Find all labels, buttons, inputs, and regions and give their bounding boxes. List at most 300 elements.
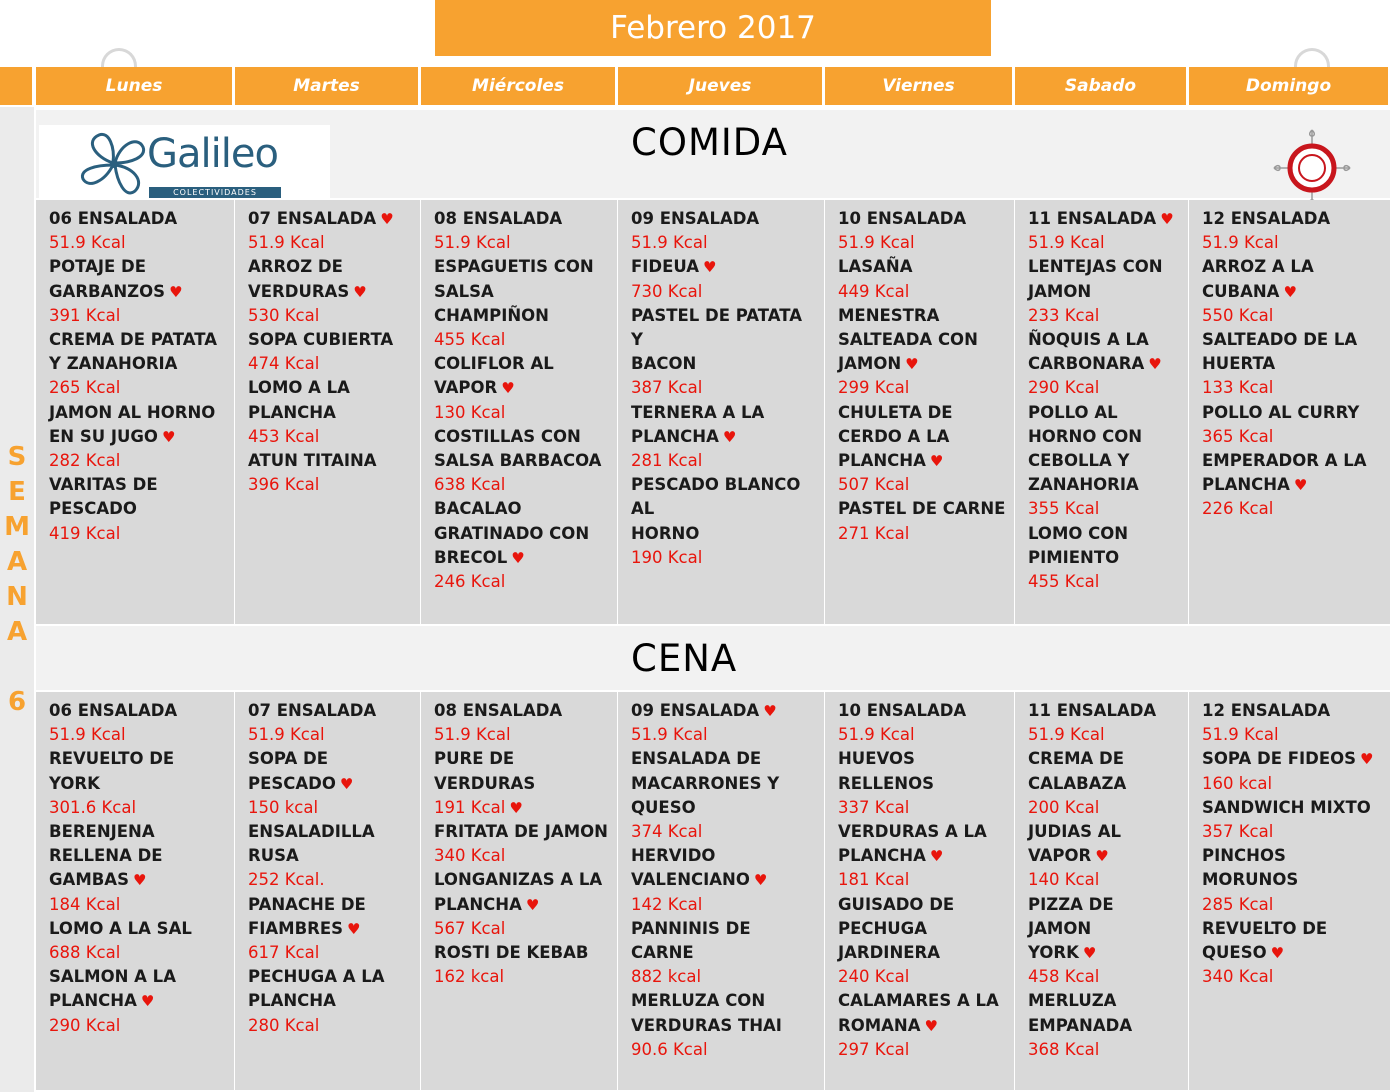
kcal-value	[248, 1014, 414, 1038]
dish-name	[1202, 255, 1384, 303]
kcal-label: 550 Kcal	[1202, 305, 1274, 325]
kcal-value	[838, 1038, 1008, 1062]
section-title-dinner: CENA	[631, 637, 738, 680]
kcal-label: 458 Kcal	[1028, 967, 1100, 987]
dish-label: POLLO AL CURRY	[1202, 402, 1360, 422]
heart-icon: ♥	[380, 210, 394, 228]
dish-label: 08 ENSALADA	[434, 701, 563, 720]
dish-name	[248, 376, 414, 424]
dish-name	[1202, 917, 1384, 965]
kcal-value	[838, 376, 1008, 400]
kcal-value	[631, 449, 818, 473]
dish-label: 06 ENSALADA	[49, 701, 178, 720]
dish-label: POLLO AL HORNO CON CEBOLLA Y ZANAHORIA	[1028, 402, 1143, 495]
dish-name	[1202, 747, 1384, 771]
kcal-value	[434, 917, 611, 941]
kcal-label: 280 Kcal	[248, 1015, 320, 1035]
kcal-label: 281 Kcal	[631, 451, 703, 471]
dish-label: VERDURAS A LA PLANCHA	[838, 822, 987, 866]
dinner-menu-cell	[1015, 692, 1188, 1090]
kcal-label: 365 Kcal	[1202, 426, 1274, 446]
dish-name	[1028, 255, 1182, 303]
dish-name	[838, 747, 1008, 795]
heart-icon: ♥	[525, 895, 540, 914]
dish-name	[631, 401, 818, 449]
kcal-label: 290 Kcal	[49, 1015, 121, 1035]
lunch-menu-cell	[1189, 200, 1390, 624]
kcal-label: 474 Kcal	[248, 354, 320, 374]
kcal-label: 181 Kcal	[838, 870, 910, 890]
dish-label: ÑOQUIS A LA CARBONARA	[1028, 330, 1149, 374]
dish-name	[838, 304, 1008, 377]
dish-label: PESCADO BLANCO AL HORNO	[631, 475, 801, 543]
heart-icon: ♥	[1270, 944, 1285, 963]
dish-name	[434, 747, 611, 795]
dish-name	[838, 820, 1008, 868]
galileo-tagline: COLECTIVIDADES	[149, 187, 281, 198]
kcal-label: 396 Kcal	[248, 475, 320, 495]
dish-label: REVUELTO DE QUESO	[1202, 918, 1328, 963]
kcal-value	[434, 570, 611, 594]
kcal-label: 265 Kcal	[49, 378, 121, 398]
dish-name	[1028, 401, 1182, 498]
dish-label: COLIFLOR AL VAPOR	[434, 354, 554, 398]
dinner-menu-cell	[235, 692, 420, 1090]
dish-name	[434, 497, 611, 570]
dish-label: LASAÑA	[838, 257, 913, 277]
kcal-value	[631, 376, 818, 400]
dish-name	[1202, 401, 1384, 425]
kcal-value	[1028, 1038, 1182, 1062]
heart-icon: ♥	[501, 379, 515, 398]
dish-name	[838, 401, 1008, 474]
kcal-label: 391 Kcal	[49, 305, 121, 325]
kcal-value	[1202, 376, 1384, 400]
dish-name	[49, 820, 228, 893]
dish-name	[248, 747, 414, 795]
dish-name	[49, 917, 228, 941]
dish-name	[838, 989, 1008, 1037]
kcal-label: 162 kcal	[434, 967, 505, 987]
kcal-label: 51.9 Kcal	[434, 725, 511, 745]
kcal-label: 51.9 Kcal	[1028, 725, 1105, 745]
kcal-value	[631, 231, 818, 255]
dish-name	[838, 207, 1008, 231]
heart-icon: ♥	[905, 355, 919, 374]
dish-label: SALTEADO DE LA HUERTA	[1202, 330, 1358, 374]
dish-label: SALMON A LA PLANCHA	[49, 967, 176, 1011]
dish-name	[49, 965, 228, 1013]
dish-label: FRITATA DE JAMON	[434, 822, 608, 842]
kcal-label: 271 Kcal	[838, 523, 910, 543]
kcal-label: 226 Kcal	[1202, 499, 1274, 519]
dish-label: 11 ENSALADA	[1028, 209, 1157, 228]
heart-icon: ♥	[929, 452, 944, 471]
kcal-label: 51.9 Kcal	[1202, 725, 1279, 745]
kcal-value	[631, 1038, 818, 1062]
kcal-label: 285 Kcal	[1202, 894, 1274, 914]
kcal-value	[1028, 304, 1182, 328]
dish-label: PIZZA DE JAMON YORK	[1028, 894, 1114, 963]
dish-name	[631, 917, 818, 965]
flower-icon	[75, 127, 155, 205]
dish-label: LONGANIZAS A LA PLANCHA	[434, 870, 603, 914]
dish-label: CREMA DE PATATA Y ZANAHORIA	[49, 330, 218, 374]
dish-name	[248, 449, 414, 473]
kcal-value	[49, 231, 228, 255]
heart-icon: ♥	[929, 847, 944, 866]
dish-name	[1028, 893, 1182, 966]
dish-label: MERLUZA EMPANADA	[1028, 991, 1133, 1035]
dish-name	[838, 699, 1008, 723]
dish-name	[434, 820, 611, 844]
kcal-label: 252 Kcal.	[248, 870, 325, 890]
kcal-value	[248, 941, 414, 965]
dish-name	[1028, 207, 1182, 231]
kcal-label: 419 Kcal	[49, 523, 121, 543]
dish-name	[631, 473, 818, 546]
kcal-label: 617 Kcal	[248, 943, 320, 963]
kcal-label: 340 Kcal	[434, 846, 506, 866]
kcal-value	[1202, 820, 1384, 844]
kcal-label: 51.9 Kcal	[838, 725, 915, 745]
kcal-label: 455 Kcal	[1028, 572, 1100, 592]
kcal-value	[838, 280, 1008, 304]
kcal-label: 357 Kcal	[1202, 822, 1274, 842]
dish-label: ENSALADA DE MACARRONES Y QUESO	[631, 749, 780, 817]
kcal-value	[631, 723, 818, 747]
dish-label: BERENJENA RELLENA DE GAMBAS	[49, 822, 163, 890]
kcal-label: 449 Kcal	[838, 281, 910, 301]
heart-icon: ♥	[132, 871, 147, 890]
dish-label: PANACHE DE FIAMBRES	[248, 894, 366, 938]
kcal-value	[248, 352, 414, 376]
dish-name	[1202, 328, 1384, 376]
day-header-domingo: Domingo	[1189, 67, 1390, 105]
dish-label: LOMO A LA PLANCHA	[248, 378, 350, 422]
kcal-value	[248, 796, 414, 820]
kcal-label: 130 Kcal	[434, 402, 506, 422]
dish-name	[631, 989, 818, 1037]
dish-label: 10 ENSALADA	[838, 701, 967, 720]
day-header-viernes: Viernes	[825, 67, 1014, 105]
kcal-value	[631, 893, 818, 917]
heart-icon: ♥	[1283, 282, 1297, 301]
kcal-value	[838, 522, 1008, 546]
kcal-value	[631, 280, 818, 304]
dish-name	[248, 328, 414, 352]
dish-name	[1028, 522, 1182, 570]
kcal-value	[1202, 304, 1384, 328]
kcal-label: 337 Kcal	[838, 797, 910, 817]
kcal-label: 355 Kcal	[1028, 499, 1100, 519]
kcal-label: 160 kcal	[1202, 773, 1273, 793]
page-title: Febrero 2017	[435, 0, 991, 56]
heart-icon: ♥	[353, 282, 367, 301]
dish-label: LOMO A LA SAL	[49, 918, 192, 938]
heart-icon: ♥	[169, 282, 183, 301]
kcal-label: 297 Kcal	[838, 1039, 910, 1059]
dish-label: ESPAGUETIS CON SALSA CHAMPIÑON	[434, 257, 594, 325]
dish-label: HUEVOS RELLENOS	[838, 749, 934, 793]
dish-label: ROSTI DE KEBAB	[434, 943, 589, 963]
kcal-value	[1202, 965, 1384, 989]
kcal-value	[1202, 772, 1384, 796]
kcal-label: 51.9 Kcal	[49, 233, 126, 253]
kcal-value	[1202, 231, 1384, 255]
dish-name	[1202, 207, 1384, 231]
heart-icon: ♥	[1148, 355, 1162, 374]
dish-name	[248, 820, 414, 868]
kcal-value	[434, 965, 611, 989]
header-corner	[0, 67, 34, 105]
kcal-value	[248, 723, 414, 747]
dish-label: 09 ENSALADA	[631, 209, 760, 228]
kcal-value	[838, 965, 1008, 989]
dish-label: JUDIAS AL VAPOR	[1028, 822, 1122, 866]
dish-label: CREMA DE CALABAZA	[1028, 749, 1127, 793]
dish-label: SOPA DE FIDEOS	[1202, 749, 1357, 769]
kcal-value	[248, 473, 414, 497]
kcal-value	[248, 231, 414, 255]
heart-icon: ♥	[1293, 476, 1308, 495]
heart-icon: ♥	[140, 992, 155, 1011]
kcal-label: 150 kcal	[248, 797, 319, 817]
day-header-martes: Martes	[235, 67, 420, 105]
heart-icon: ♥	[1095, 847, 1109, 866]
lunch-menu-cell	[825, 200, 1014, 624]
dinner-menu-cell	[825, 692, 1014, 1090]
dish-name	[248, 965, 414, 1013]
kcal-value	[1028, 497, 1182, 521]
kcal-value	[49, 304, 228, 328]
kcal-label: 638 Kcal	[434, 475, 506, 495]
kcal-label: 51.9 Kcal	[248, 233, 325, 253]
kcal-value	[49, 1014, 228, 1038]
dish-name	[1028, 328, 1182, 376]
week-label	[0, 440, 34, 720]
kcal-label: 374 Kcal	[631, 822, 703, 842]
kcal-value	[248, 304, 414, 328]
dish-label: 10 ENSALADA	[838, 209, 967, 228]
dish-name	[1028, 699, 1182, 723]
kcal-value	[248, 425, 414, 449]
kcal-label: 51.9 Kcal	[434, 233, 511, 253]
dish-label: ENSALADILLA RUSA	[248, 822, 375, 866]
dish-label: MENESTRA SALTEADA CON JAMON	[838, 305, 978, 374]
day-header-miercoles: Miércoles	[421, 67, 617, 105]
kcal-label: 51.9 Kcal	[838, 233, 915, 253]
dish-label: 07 ENSALADA	[248, 701, 377, 720]
dish-label: SOPA CUBIERTA	[248, 330, 394, 350]
dish-name	[1202, 844, 1384, 892]
dinner-menu-cell	[421, 692, 617, 1090]
dish-label: HERVIDO VALENCIANO	[631, 846, 750, 890]
kcal-value	[49, 893, 228, 917]
kcal-label: 246 Kcal	[434, 572, 506, 592]
dish-label: GUISADO DE PECHUGA JARDINERA	[838, 894, 955, 963]
dish-label: 07 ENSALADA	[248, 209, 377, 228]
kcal-label: 190 Kcal	[631, 547, 703, 567]
kcal-label: 233 Kcal	[1028, 305, 1100, 325]
kcal-label: 453 Kcal	[248, 426, 320, 446]
kcal-label: 882 kcal	[631, 967, 702, 987]
galileo-wordmark: Galileo	[147, 131, 278, 177]
kcal-value	[838, 723, 1008, 747]
dish-name	[49, 207, 228, 231]
dish-label: ATUN TITAINA	[248, 451, 377, 471]
heart-icon: ♥	[722, 427, 737, 446]
kcal-value	[49, 376, 228, 400]
dish-label: TERNERA A LA PLANCHA	[631, 402, 765, 446]
kcal-value	[49, 796, 228, 820]
dish-name	[248, 255, 414, 303]
dish-label: MERLUZA CON VERDURAS THAI	[631, 991, 782, 1035]
kcal-value	[434, 796, 611, 820]
kcal-label: 507 Kcal	[838, 475, 910, 495]
kcal-value	[838, 868, 1008, 892]
kcal-value	[1028, 570, 1182, 594]
kcal-value	[434, 328, 611, 352]
kcal-label: 340 Kcal	[1202, 967, 1274, 987]
kcal-value	[838, 473, 1008, 497]
kcal-label: 90.6 Kcal	[631, 1039, 708, 1059]
kcal-value	[434, 231, 611, 255]
kcal-label: 567 Kcal	[434, 918, 506, 938]
kcal-label: 51.9 Kcal	[631, 233, 708, 253]
heart-icon: ♥	[703, 258, 717, 277]
kcal-value	[434, 844, 611, 868]
dish-name	[631, 304, 818, 377]
dish-label: LOMO CON PIMIENTO	[1028, 523, 1129, 567]
week-label-char: A	[6, 617, 28, 647]
kcal-label: 530 Kcal	[248, 305, 320, 325]
kcal-label: 299 Kcal	[838, 378, 910, 398]
dish-name	[49, 747, 228, 795]
kcal-value	[248, 868, 414, 892]
dish-name	[631, 747, 818, 820]
kcal-label: 368 Kcal	[1028, 1039, 1100, 1059]
week-label-char: 6	[7, 687, 27, 717]
lunch-menu-cell	[618, 200, 824, 624]
kcal-value	[49, 449, 228, 473]
dish-name	[631, 207, 818, 231]
week-label-char: S	[7, 442, 27, 472]
dish-label: 12 ENSALADA	[1202, 701, 1331, 720]
heart-icon: ♥	[763, 702, 777, 720]
dish-label: ARROZ A LA CUBANA	[1202, 257, 1314, 301]
seal-emblem-icon	[1262, 128, 1362, 208]
kcal-value	[1028, 723, 1182, 747]
dish-name	[248, 893, 414, 941]
kcal-value	[1028, 796, 1182, 820]
kcal-value	[631, 546, 818, 570]
dish-name	[49, 401, 228, 449]
dish-name	[838, 255, 1008, 279]
kcal-value	[1028, 868, 1182, 892]
kcal-value	[1028, 376, 1182, 400]
dish-label: 12 ENSALADA	[1202, 209, 1331, 228]
heart-icon: ♥	[1082, 944, 1097, 963]
dish-label: JAMON AL HORNO EN SU JUGO	[49, 402, 216, 446]
kcal-value	[631, 965, 818, 989]
kcal-label: 51.9 Kcal	[1202, 233, 1279, 253]
kcal-value	[838, 231, 1008, 255]
dish-label: CALAMARES A LA ROMANA	[838, 991, 999, 1035]
dish-name	[1202, 699, 1384, 723]
kcal-label: 142 Kcal	[631, 894, 703, 914]
dish-label: SOPA DE PESCADO	[248, 749, 336, 793]
dish-label: PURE DE VERDURAS	[434, 749, 536, 793]
lunch-menu-cell	[235, 200, 420, 624]
dish-label: PASTEL DE PATATA Y BACON	[631, 305, 803, 374]
dish-label: POTAJE DE GARBANZOS	[49, 257, 166, 301]
kcal-label: 51.9 Kcal	[1028, 233, 1105, 253]
heart-icon: ♥	[509, 798, 523, 817]
dinner-menu-cell	[1189, 692, 1390, 1090]
dinner-menu-cell	[618, 692, 824, 1090]
dish-label: BACALAO GRATINADO CON BRECOL	[434, 499, 590, 567]
heart-icon: ♥	[339, 774, 354, 793]
dish-label: 09 ENSALADA	[631, 701, 760, 720]
section-title-lunch: COMIDA	[631, 121, 788, 164]
dish-label: VARITAS DE PESCADO	[49, 475, 158, 519]
dish-name	[49, 255, 228, 303]
kcal-label: 51.9 Kcal	[248, 725, 325, 745]
kcal-value	[838, 796, 1008, 820]
dish-name	[434, 207, 611, 231]
kcal-label: 387 Kcal	[631, 378, 703, 398]
kcal-value	[49, 941, 228, 965]
week-label-char: A	[6, 547, 28, 577]
kcal-label: 133 Kcal	[1202, 378, 1274, 398]
dinner-menu-cell	[36, 692, 234, 1090]
kcal-label: 688 Kcal	[49, 943, 121, 963]
heart-icon: ♥	[1360, 750, 1374, 769]
kcal-label: 301.6 Kcal	[49, 797, 137, 817]
kcal-label: 200 Kcal	[1028, 797, 1100, 817]
kcal-label: 191 Kcal	[434, 797, 506, 817]
kcal-label: 240 Kcal	[838, 967, 910, 987]
dish-label: LENTEJAS CON JAMON	[1028, 257, 1163, 301]
week-label-char	[0, 650, 34, 685]
dish-label: CHULETA DE CERDO A LA PLANCHA	[838, 402, 953, 471]
dish-name	[434, 352, 611, 400]
lunch-menu-cell	[421, 200, 617, 624]
dish-label: 08 ENSALADA	[434, 209, 563, 228]
kcal-label: 730 Kcal	[631, 281, 703, 301]
day-header-jueves: Jueves	[618, 67, 824, 105]
dish-name	[49, 473, 228, 521]
dish-name	[434, 255, 611, 328]
kcal-label: 51.9 Kcal	[631, 725, 708, 745]
kcal-label: 140 Kcal	[1028, 870, 1100, 890]
kcal-label: 290 Kcal	[1028, 378, 1100, 398]
day-header-lunes: Lunes	[36, 67, 234, 105]
dish-label: PANNINIS DE CARNE	[631, 918, 751, 963]
dish-name	[49, 699, 228, 723]
dish-name	[1202, 449, 1384, 497]
dish-name	[631, 255, 818, 279]
dish-name	[248, 699, 414, 723]
kcal-value	[49, 522, 228, 546]
dish-name	[49, 328, 228, 376]
heart-icon: ♥	[1160, 210, 1174, 228]
dish-name	[838, 497, 1008, 521]
dish-label: ARROZ DE VERDURAS	[248, 257, 350, 301]
dish-label: SANDWICH MIXTO	[1202, 797, 1371, 817]
kcal-value	[434, 723, 611, 747]
